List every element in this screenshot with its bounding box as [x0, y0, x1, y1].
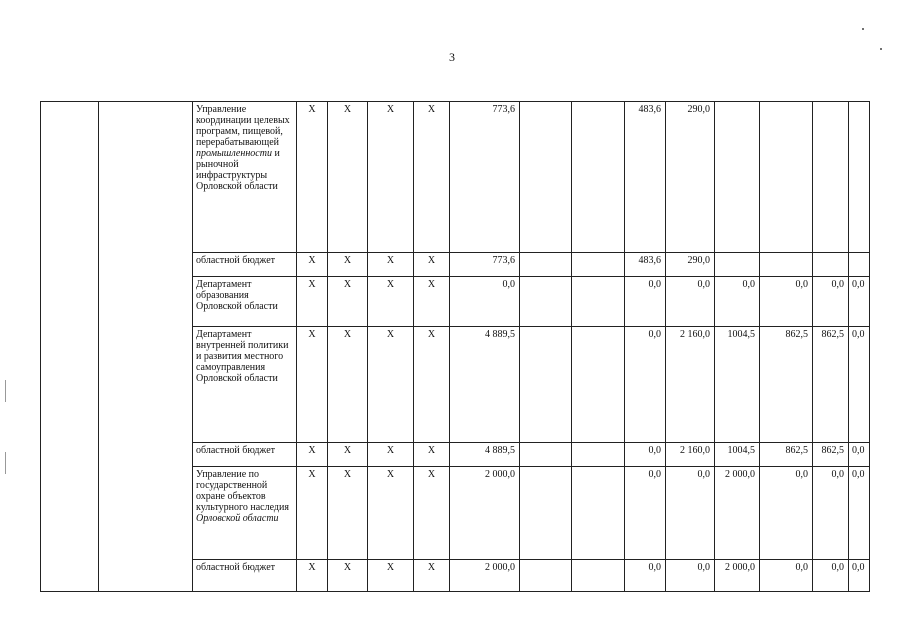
- value-cell: 0,0: [760, 467, 813, 560]
- scan-speck: [880, 48, 882, 50]
- blank-merged-cell: [99, 102, 193, 592]
- row-name-part: промышленности: [196, 148, 272, 159]
- total-cell: 773,6: [450, 252, 520, 276]
- x-cell: X: [414, 443, 450, 467]
- x-cell: X: [328, 277, 368, 327]
- row-name-part: и рыночной инфраструктуры Орловской области: [196, 148, 280, 192]
- row-name: областной бюджет: [193, 559, 297, 591]
- value-cell: 0,0: [625, 327, 666, 443]
- value-cell: 0,0: [760, 559, 813, 591]
- value-cell: 862,5: [813, 443, 849, 467]
- x-cell: X: [414, 467, 450, 560]
- x-cell: X: [297, 467, 328, 560]
- value-cell: 862,5: [813, 327, 849, 443]
- x-cell: X: [414, 252, 450, 276]
- x-cell: X: [328, 467, 368, 560]
- row-name: областной бюджет: [193, 443, 297, 467]
- value-cell: [849, 252, 870, 276]
- value-cell: 2 160,0: [666, 443, 715, 467]
- value-cell: 0,0: [625, 467, 666, 560]
- blank-merged-cell: [41, 102, 99, 592]
- value-cell: 0,0: [760, 277, 813, 327]
- value-cell: 483,6: [625, 102, 666, 253]
- value-cell: [760, 102, 813, 253]
- value-cell: [572, 327, 625, 443]
- x-cell: X: [368, 559, 414, 591]
- value-cell: [520, 467, 572, 560]
- value-cell: [520, 277, 572, 327]
- value-cell: 0,0: [849, 327, 870, 443]
- value-cell: 0,0: [625, 443, 666, 467]
- value-cell: 0,0: [849, 467, 870, 560]
- value-cell: 2 000,0: [715, 467, 760, 560]
- value-cell: 0,0: [625, 277, 666, 327]
- x-cell: X: [414, 277, 450, 327]
- x-cell: X: [414, 327, 450, 443]
- total-cell: 4 889,5: [450, 443, 520, 467]
- value-cell: 0,0: [715, 277, 760, 327]
- x-cell: X: [328, 102, 368, 253]
- x-cell: X: [368, 443, 414, 467]
- x-cell: X: [414, 102, 450, 253]
- value-cell: [520, 327, 572, 443]
- value-cell: [520, 443, 572, 467]
- x-cell: X: [368, 467, 414, 560]
- scan-speck: [862, 28, 864, 30]
- scan-margin-mark: [5, 452, 6, 474]
- table-row: [41, 102, 870, 253]
- value-cell: [572, 277, 625, 327]
- value-cell: 1004,5: [715, 443, 760, 467]
- total-cell: 4 889,5: [450, 327, 520, 443]
- value-cell: 0,0: [666, 467, 715, 560]
- x-cell: X: [328, 327, 368, 443]
- value-cell: 0,0: [813, 559, 849, 591]
- value-cell: [813, 102, 849, 253]
- value-cell: 290,0: [666, 252, 715, 276]
- value-cell: [715, 102, 760, 253]
- x-cell: X: [368, 252, 414, 276]
- value-cell: [572, 252, 625, 276]
- total-cell: 0,0: [450, 277, 520, 327]
- value-cell: 2 160,0: [666, 327, 715, 443]
- value-cell: 0,0: [666, 559, 715, 591]
- x-cell: X: [297, 277, 328, 327]
- value-cell: [572, 443, 625, 467]
- value-cell: 1004,5: [715, 327, 760, 443]
- row-name-part: Управление координации целевых программ, пищевой, перерабатывающей: [196, 104, 290, 148]
- x-cell: X: [328, 252, 368, 276]
- row-name: [193, 467, 297, 560]
- value-cell: 0,0: [849, 443, 870, 467]
- value-cell: [813, 252, 849, 276]
- value-cell: [572, 102, 625, 253]
- row-name: [193, 102, 297, 253]
- value-cell: 862,5: [760, 443, 813, 467]
- x-cell: X: [414, 559, 450, 591]
- total-cell: 773,6: [450, 102, 520, 253]
- value-cell: 290,0: [666, 102, 715, 253]
- value-cell: [520, 252, 572, 276]
- value-cell: 0,0: [849, 559, 870, 591]
- value-cell: 0,0: [813, 277, 849, 327]
- x-cell: X: [297, 102, 328, 253]
- value-cell: 0,0: [666, 277, 715, 327]
- x-cell: X: [368, 102, 414, 253]
- value-cell: [520, 102, 572, 253]
- row-name-part: Управление по государственной охране объектов культурного наследия: [196, 469, 289, 514]
- x-cell: X: [297, 327, 328, 443]
- value-cell: 2 000,0: [715, 559, 760, 591]
- row-name: областной бюджет: [193, 252, 297, 276]
- x-cell: X: [297, 559, 328, 591]
- x-cell: X: [368, 277, 414, 327]
- value-cell: [715, 252, 760, 276]
- value-cell: [520, 559, 572, 591]
- row-name: Департамент внутренней политики и развития местного самоуправления Орловской области: [193, 327, 297, 443]
- x-cell: X: [297, 443, 328, 467]
- value-cell: [760, 252, 813, 276]
- value-cell: 0,0: [849, 277, 870, 327]
- value-cell: [572, 467, 625, 560]
- x-cell: X: [328, 443, 368, 467]
- value-cell: [849, 102, 870, 253]
- x-cell: X: [328, 559, 368, 591]
- total-cell: 2 000,0: [450, 467, 520, 560]
- value-cell: 862,5: [760, 327, 813, 443]
- total-cell: 2 000,0: [450, 559, 520, 591]
- budget-table: [40, 101, 870, 592]
- page-number: 3: [449, 50, 455, 64]
- x-cell: X: [297, 252, 328, 276]
- value-cell: 483,6: [625, 252, 666, 276]
- row-name-part: Орловской области: [196, 513, 279, 525]
- value-cell: [572, 559, 625, 591]
- scan-margin-mark: [5, 380, 6, 402]
- value-cell: 0,0: [813, 467, 849, 560]
- row-name: Департамент образования Орловской области: [193, 277, 297, 327]
- value-cell: 0,0: [625, 559, 666, 591]
- x-cell: X: [368, 327, 414, 443]
